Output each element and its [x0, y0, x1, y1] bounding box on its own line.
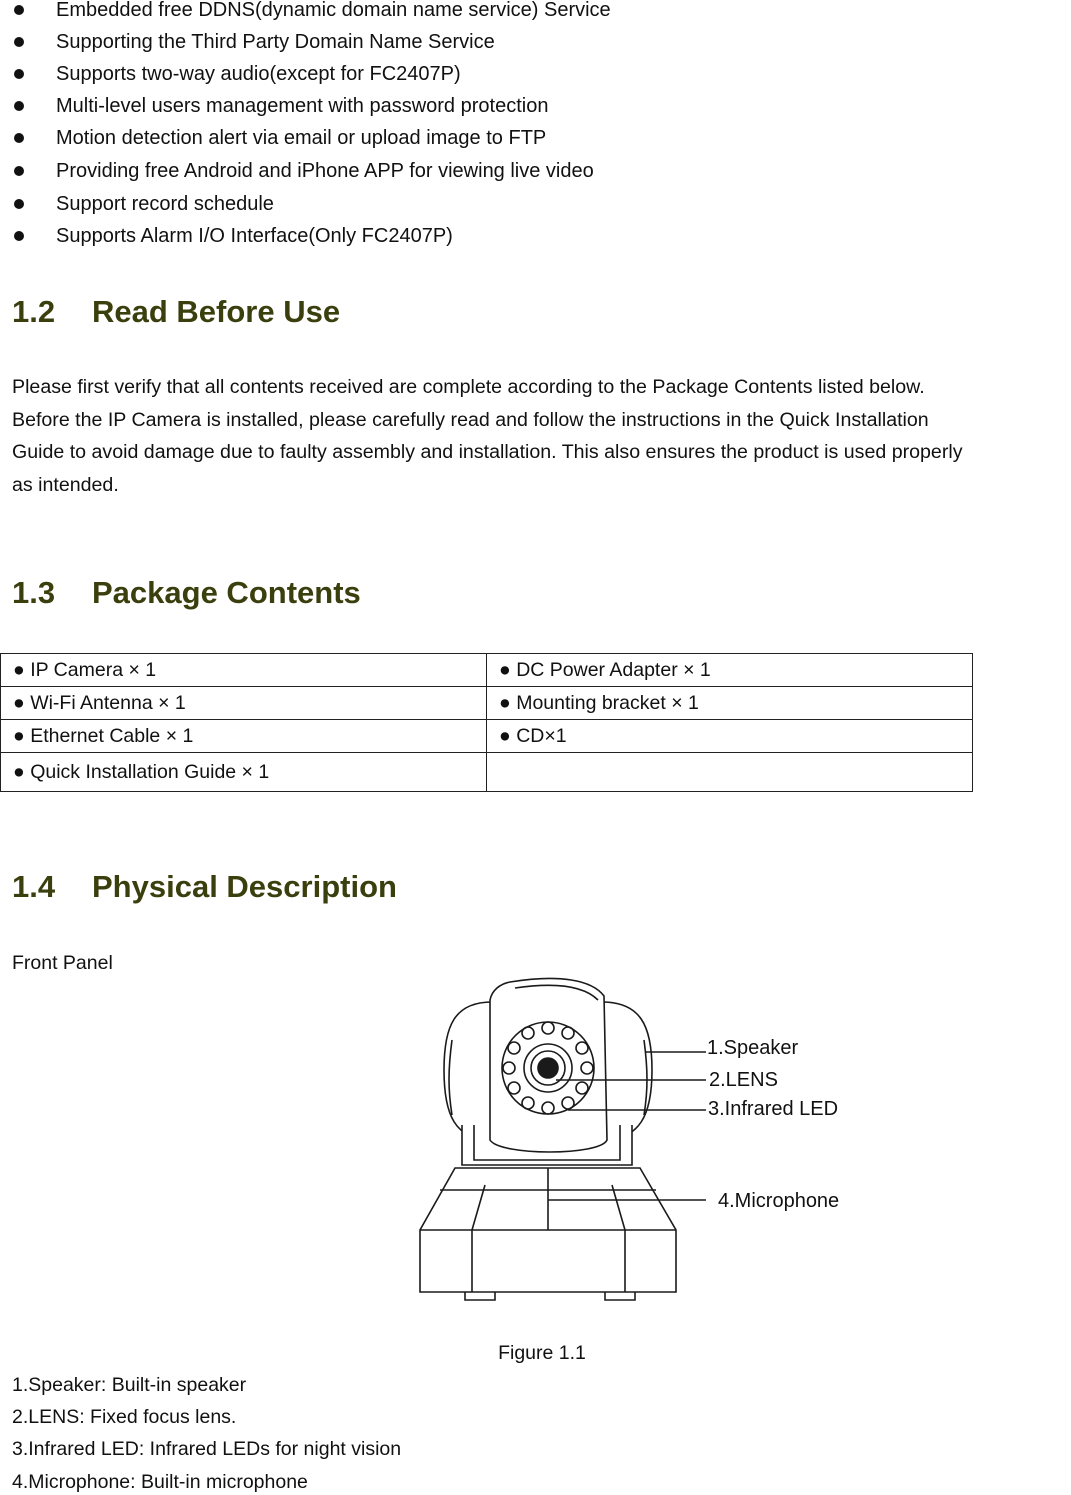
- callout-speaker: 1.Speaker: [707, 1037, 799, 1059]
- table-row: [1, 720, 973, 753]
- section-heading-package-contents: 1.3 Package Contents: [12, 575, 361, 610]
- table-row: [1, 753, 973, 792]
- table-cell: ● CD×1: [487, 720, 973, 753]
- table-cell: ● Mounting bracket × 1: [487, 687, 973, 720]
- bullet-icon: [14, 5, 24, 15]
- bullet-icon: [14, 101, 24, 111]
- callout-lens: 2.LENS: [709, 1069, 778, 1091]
- bullet-icon: [14, 37, 24, 47]
- table-cell: ● DC Power Adapter × 1: [487, 654, 973, 687]
- table-cell: [487, 753, 973, 792]
- description-line: 2.LENS: Fixed focus lens.: [12, 1406, 237, 1428]
- lens: [524, 1044, 572, 1092]
- description-line: 4.Microphone: Built-in microphone: [12, 1471, 308, 1493]
- read-before-use-paragraph: Please first verify that all contents received are complete according to the Package Contents listed below. Before the IP Camera is installed, please carefully read and follow the instructions in the Quick Installation Guide to avoid damage due to faulty assembly and installation. This also ensures the product is used properly as intended.: [12, 376, 963, 496]
- table-cell: ● IP Camera × 1: [1, 654, 487, 687]
- table-cell: ● Wi-Fi Antenna × 1: [1, 687, 487, 720]
- description-line: 1.Speaker: Built-in speaker: [12, 1374, 247, 1396]
- table-row: [1, 687, 973, 720]
- section-heading-physical-description: 1.4 Physical Description: [12, 869, 397, 904]
- bullet-icon: [14, 199, 24, 209]
- callout-infrared-led: 3.Infrared LED: [708, 1098, 839, 1120]
- description-line: 3.Infrared LED: Infrared LEDs for night vision: [12, 1438, 402, 1460]
- camera-front-diagram: [410, 972, 870, 1307]
- figure-caption: Figure 1.1: [498, 1342, 586, 1364]
- table-cell: ● Ethernet Cable × 1: [1, 720, 487, 753]
- camera-side-arm-right: [602, 1002, 652, 1140]
- bullet-icon: [14, 166, 24, 176]
- bullet-icon: [14, 133, 24, 143]
- section-heading-read-before-use: 1.2 Read Before Use: [12, 294, 341, 329]
- callout-microphone: 4.Microphone: [718, 1190, 840, 1212]
- camera-side-arm-left: [444, 1002, 492, 1140]
- bullet-icon: [14, 231, 24, 241]
- table-cell: ● Quick Installation Guide × 1: [1, 753, 487, 792]
- bullet-icon: [14, 69, 24, 79]
- front-panel-label: Front Panel: [12, 952, 113, 974]
- table-row: [1, 654, 973, 687]
- package-contents-table: [0, 653, 973, 792]
